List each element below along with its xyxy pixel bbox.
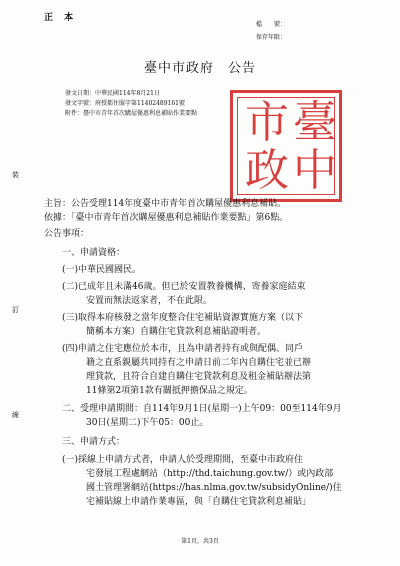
method-item-1-cont-3: 宅補貼線上申請作業專區，與「自購住宅貸款利息補貼」: [86, 497, 312, 507]
eligibility-item-1: (一)中華民國國民。: [62, 265, 142, 275]
retention-period-label: 保存年限：: [256, 34, 287, 41]
seal-character: 政: [245, 145, 289, 196]
binding-mark-1: 裝: [12, 171, 19, 179]
document-number: 發文字號：府授都住服字第11402489161號: [65, 100, 185, 107]
issue-date: 發文日期：中華民國114年8月21日: [65, 90, 160, 97]
document-title: 臺中市政府 公告: [143, 61, 256, 76]
section-application-period: 二、受理申請期間：自114年9月1日(星期一)上午09：00至114年9月: [62, 404, 342, 414]
eligibility-item-4-cont-2: 理貸款，且符合自建自購住宅貸款利息及租金補貼辦法第: [86, 372, 312, 382]
binding-mark-2: 訂: [12, 306, 19, 314]
method-item-1-cont-2: 國土管理署網站(https://has.nlma.gov.tw/subsidyOnline/)住: [86, 483, 342, 493]
seal-character: 市: [245, 97, 289, 148]
method-item-1: (一)採線上申請方式者，申請人於受理期間，至臺中市政府住: [62, 455, 304, 465]
page-number: 第1頁，共3頁: [181, 538, 219, 545]
method-item-1-cont-1: 宅發展工程處網站（http://thd.taichung.gov.tw/）或內政部: [86, 469, 334, 479]
attachment-line: 附件：臺中市青年首次購屋優惠利息補貼作業要點: [65, 110, 198, 117]
section-eligibility-heading: 一、申請資格：: [62, 248, 126, 258]
eligibility-item-3: (三)取得本府核發之當年度整合住宅補貼資源實施方案（以下: [62, 313, 304, 323]
file-number-label: 檔 號：: [256, 21, 287, 28]
original-copy-label: 正 本: [44, 13, 78, 23]
section-application-method-heading: 三、申請方式：: [62, 437, 126, 447]
eligibility-item-2-cont: 安置而無法返家者，不在此限。: [86, 296, 213, 306]
eligibility-item-3-cont: 簡稱本方案）自購住宅貸款利息補貼證明者。: [86, 327, 267, 337]
subject-line: 主旨：公告受理114年度臺中市青年首次購屋優惠利息補貼。: [44, 199, 287, 209]
eligibility-item-4-cont-1: 籍之直系親屬共同持有之申請日前二年內自購住宅並已辦: [86, 358, 312, 368]
binding-mark-3: 線: [12, 411, 19, 419]
official-seal-stamp: [230, 90, 342, 202]
seal-character: 臺: [293, 97, 337, 148]
eligibility-item-4-cont-3: 11條第2項第1款有關抵押擔保品之規定。: [86, 386, 253, 396]
section-application-period-cont: 30日(星期二)下午05：00止。: [86, 418, 209, 428]
seal-character: 中: [293, 145, 337, 196]
eligibility-item-4: (四)申請之住宅應位於本市，且為申請者持有或與配偶、同戶: [62, 344, 304, 354]
eligibility-item-2: (二)已成年且未滿46歲。但已於安置教養機構、寄養家庭結束: [62, 282, 306, 292]
basis-line: 依據：「臺中市青年首次購屋優惠利息補貼作業要點」第6點。: [44, 213, 289, 223]
announcement-items-heading: 公告事項：: [44, 229, 90, 239]
